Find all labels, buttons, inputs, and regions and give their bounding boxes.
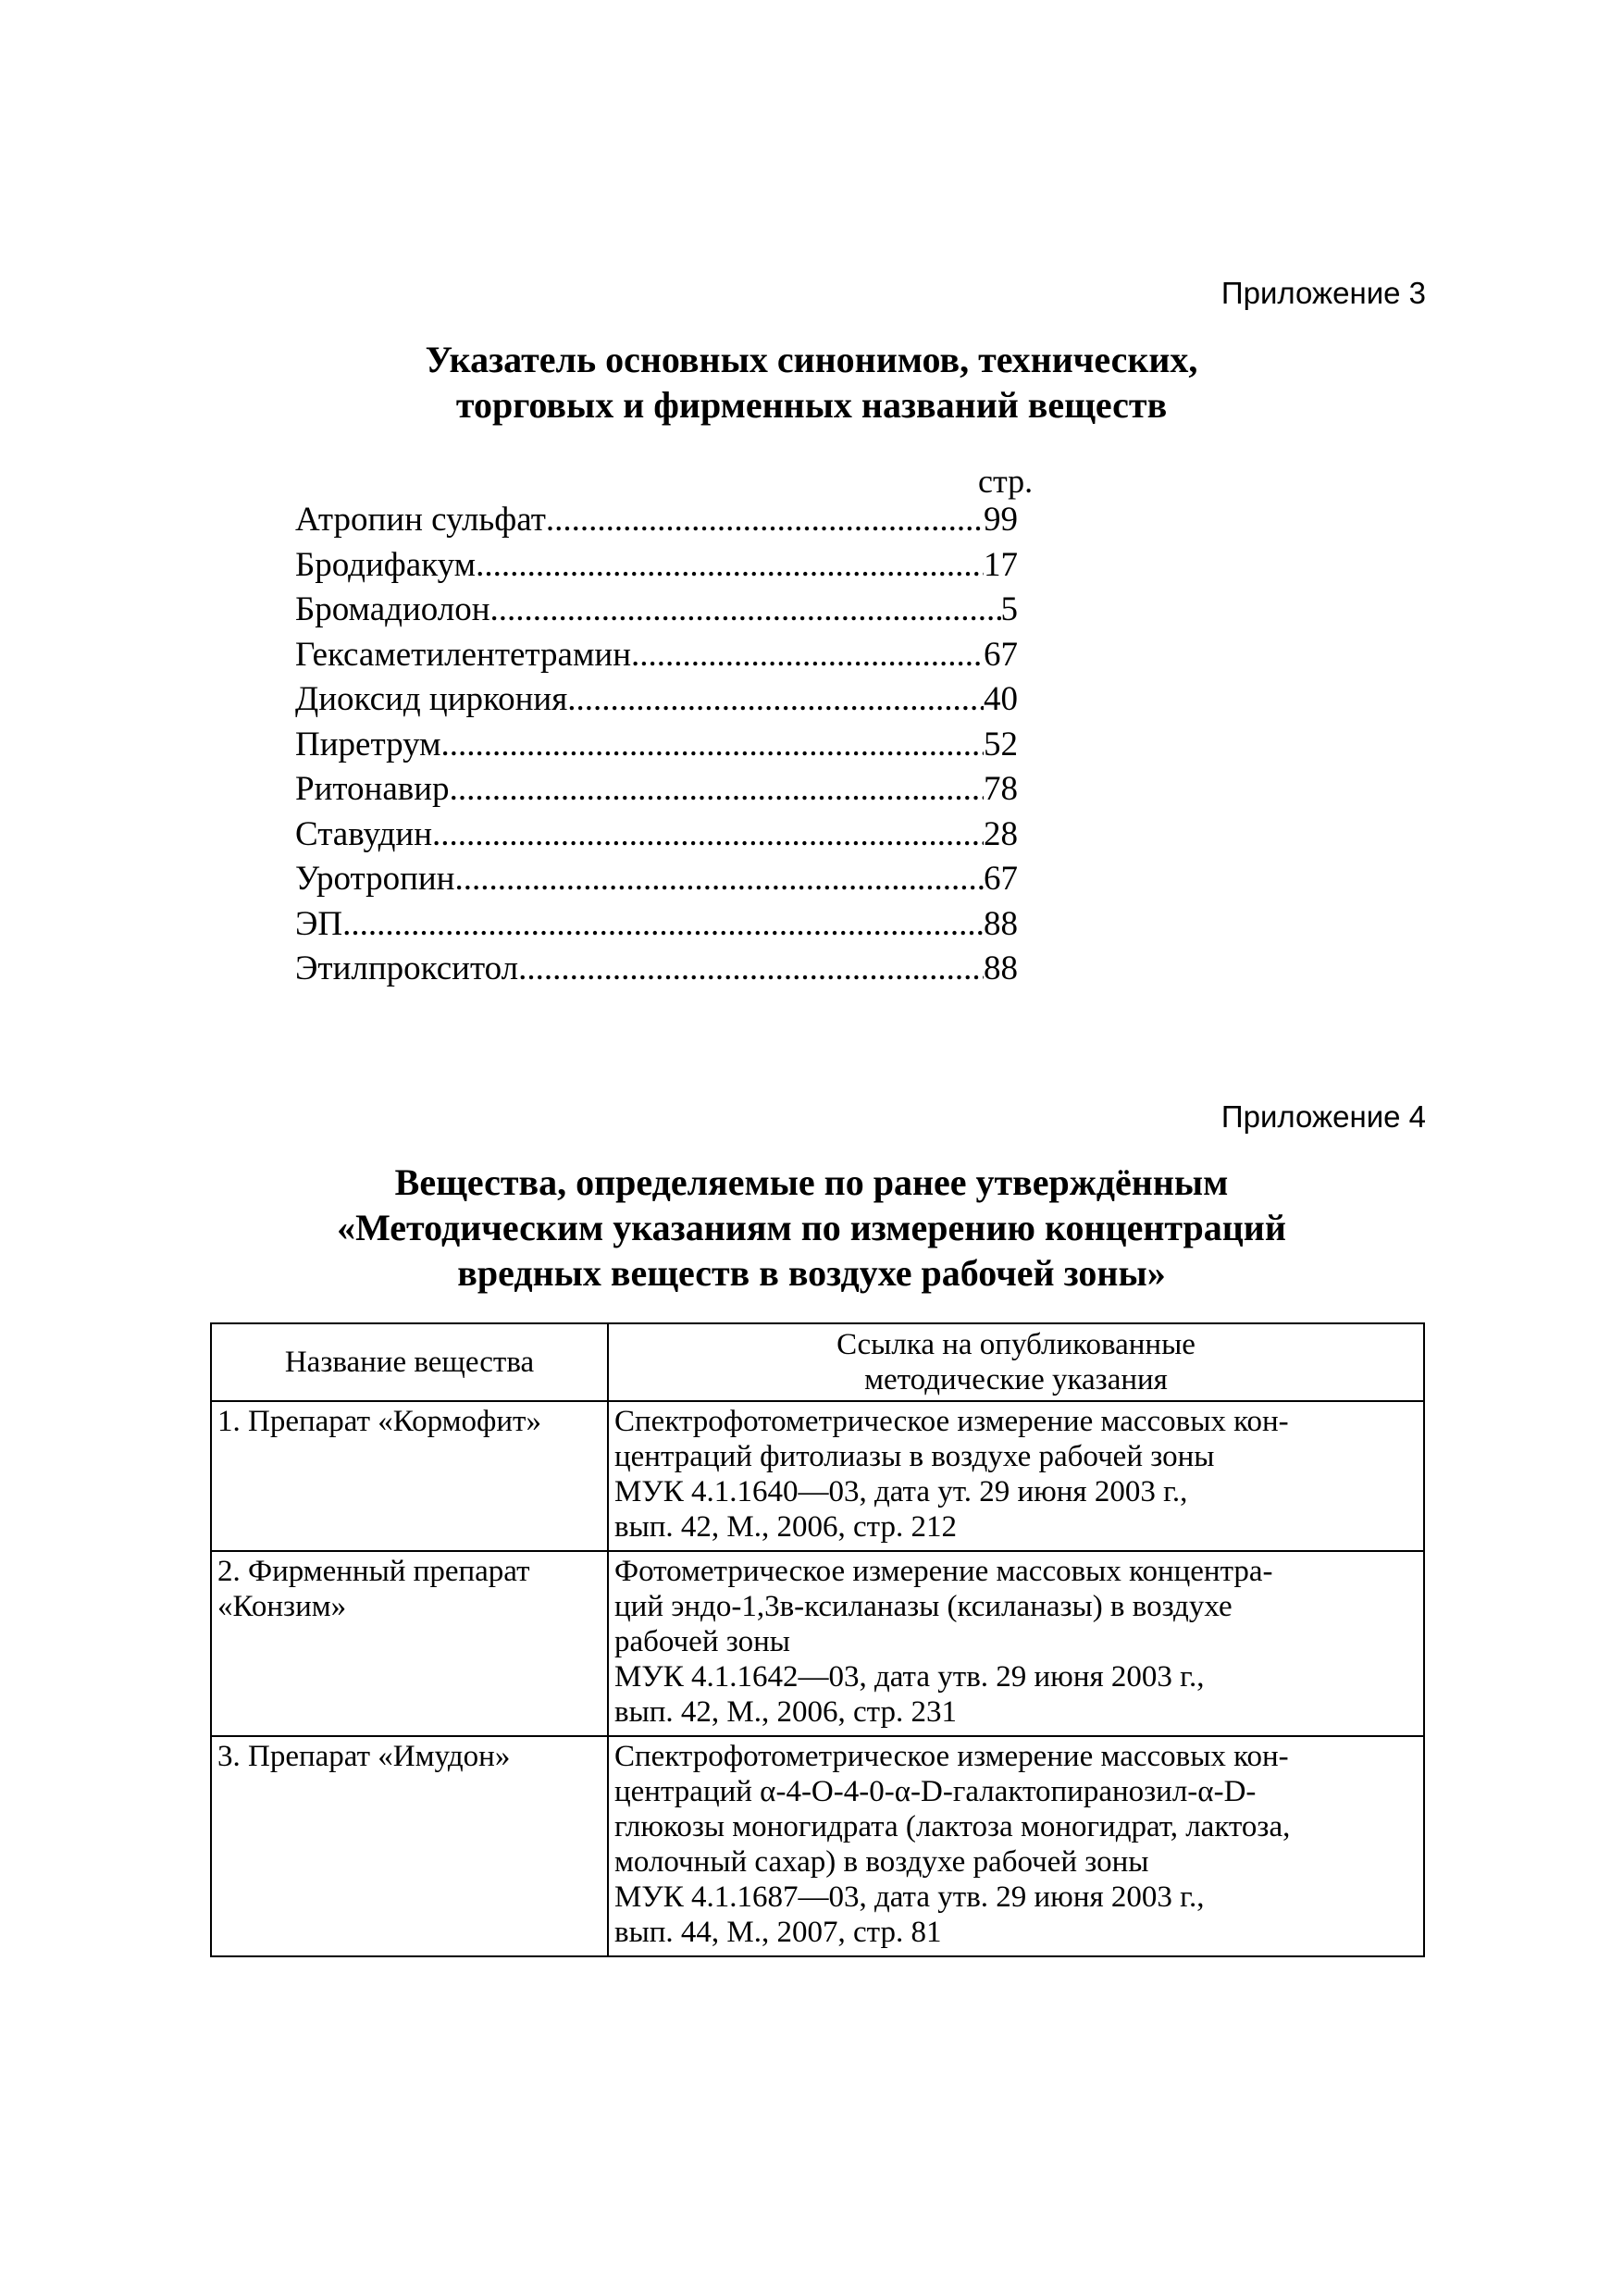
cell-line: МУК 4.1.1640—03, дата ут. 29 июня 2003 г., — [614, 1475, 1188, 1508]
entry-page: 28 — [984, 814, 1018, 853]
cell-line: молочный сахар) в воздухе рабочей зоны — [614, 1845, 1149, 1879]
dot-leader — [567, 679, 984, 719]
cell-line: вып. 42, М., 2006, стр. 212 — [614, 1510, 957, 1544]
table-row — [211, 1401, 1424, 1551]
entry-name: Диоксид циркония — [295, 680, 568, 718]
entry-page: 5 — [1000, 590, 1018, 628]
list-item — [295, 949, 1018, 994]
dot-leader — [546, 500, 984, 540]
entry-page: 40 — [984, 680, 1018, 718]
header-reference — [608, 1323, 1424, 1401]
title-line: Вещества, определяемые по ранее утверждённым — [394, 1161, 1229, 1203]
entry-name: Этилпрокситол — [295, 949, 519, 987]
cell-line: рабочей зоны — [614, 1625, 790, 1658]
reference-cell — [608, 1401, 1424, 1551]
dot-leader — [441, 725, 984, 764]
entry-name: Гексаметилентетрамин — [295, 635, 631, 674]
cell-line: 2. Фирменный препарат — [217, 1555, 530, 1588]
entry-page: 78 — [984, 770, 1018, 808]
reference-cell — [608, 1551, 1424, 1736]
appendix-3-title — [0, 337, 1623, 428]
entry-page: 67 — [984, 860, 1018, 898]
dot-leader — [518, 949, 984, 988]
list-item — [295, 545, 1018, 590]
list-item — [295, 590, 1018, 635]
list-item — [295, 859, 1018, 904]
entry-name: Уротропин — [295, 860, 455, 898]
list-item — [295, 814, 1018, 860]
cell-line: МУК 4.1.1687—03, дата утв. 29 июня 2003 г., — [614, 1880, 1205, 1914]
title-line: «Методическим указаниям по измерению концентраций — [337, 1207, 1286, 1248]
page-column-label: стр. — [978, 463, 1034, 500]
cell-line: «Конзим» — [217, 1590, 347, 1623]
entry-page: 52 — [984, 725, 1018, 763]
list-item — [295, 725, 1018, 770]
substance-cell — [211, 1736, 608, 1956]
table-row — [211, 1736, 1424, 1956]
cell-line: Фотометрическое измерение массовых концентра- — [614, 1555, 1273, 1588]
title-line: торговых и фирменных названий веществ — [455, 384, 1168, 426]
cell-line: центраций фитолиазы в воздухе рабочей зоны — [614, 1440, 1215, 1473]
list-item — [295, 769, 1018, 814]
appendix-4-label: Приложение 4 — [1220, 1099, 1426, 1134]
entry-page: 99 — [984, 501, 1018, 539]
entry-page: 88 — [984, 949, 1018, 987]
list-item — [295, 500, 1018, 545]
title-line: вредных веществ в воздухе рабочей зоны» — [457, 1252, 1166, 1294]
list-item — [295, 904, 1018, 949]
dot-leader — [432, 814, 984, 854]
cell-line: вып. 44, М., 2007, стр. 81 — [614, 1916, 942, 1949]
entry-name: Ставудин — [295, 814, 433, 853]
list-item — [295, 635, 1018, 680]
dot-leader — [476, 545, 984, 585]
dot-leader — [631, 635, 984, 675]
dot-leader — [490, 590, 1001, 629]
cell-line: вып. 42, М., 2006, стр. 231 — [614, 1695, 957, 1729]
synonym-index — [295, 500, 1018, 994]
substances-table — [210, 1322, 1425, 1957]
title-line: Указатель основных синонимов, технических, — [425, 339, 1198, 380]
entry-page: 67 — [984, 635, 1018, 674]
entry-name: Бромадиолон — [295, 590, 490, 628]
entry-name: Бродифакум — [295, 545, 477, 584]
header-substance-name: Название вещества — [211, 1323, 608, 1401]
cell-line: МУК 4.1.1642—03, дата утв. 29 июня 2003 г., — [614, 1660, 1205, 1694]
cell-line: Спектрофотометрическое измерение массовых кон- — [614, 1405, 1289, 1438]
cell-line: центраций α-4-О-4-0-α-D-галактопиранозил-α-D- — [614, 1775, 1257, 1808]
reference-cell — [608, 1736, 1424, 1956]
entry-name: Атропин сульфат — [295, 501, 546, 539]
list-item — [295, 679, 1018, 725]
cell-line: Спектрофотометрическое измерение массовых кон- — [614, 1740, 1289, 1773]
cell-line: глюкозы моногидрата (лактоза моногидрат, лактоза, — [614, 1810, 1291, 1843]
appendix-4-title — [0, 1160, 1623, 1296]
header-line: методические указания — [864, 1363, 1168, 1396]
substance-cell — [211, 1551, 608, 1736]
dot-leader — [454, 859, 984, 899]
cell-line: 1. Препарат «Кормофит» — [217, 1405, 541, 1438]
dot-leader — [450, 769, 984, 809]
header-line: Ссылка на опубликованные — [836, 1328, 1196, 1361]
entry-name: Пиретрум — [295, 725, 441, 763]
cell-line: ций эндо-1,3в-ксиланазы (ксиланазы) в воздухе — [614, 1590, 1233, 1623]
cell-line: 3. Препарат «Имудон» — [217, 1740, 511, 1773]
appendix-3-label: Приложение 3 — [1220, 276, 1426, 310]
entry-page: 17 — [984, 545, 1018, 584]
table-row — [211, 1551, 1424, 1736]
entry-name: ЭП — [295, 904, 343, 943]
substance-cell — [211, 1401, 608, 1551]
entry-page: 88 — [984, 904, 1018, 943]
dot-leader — [342, 904, 984, 944]
entry-name: Ритонавир — [295, 770, 450, 808]
table-header-row — [211, 1323, 1424, 1401]
